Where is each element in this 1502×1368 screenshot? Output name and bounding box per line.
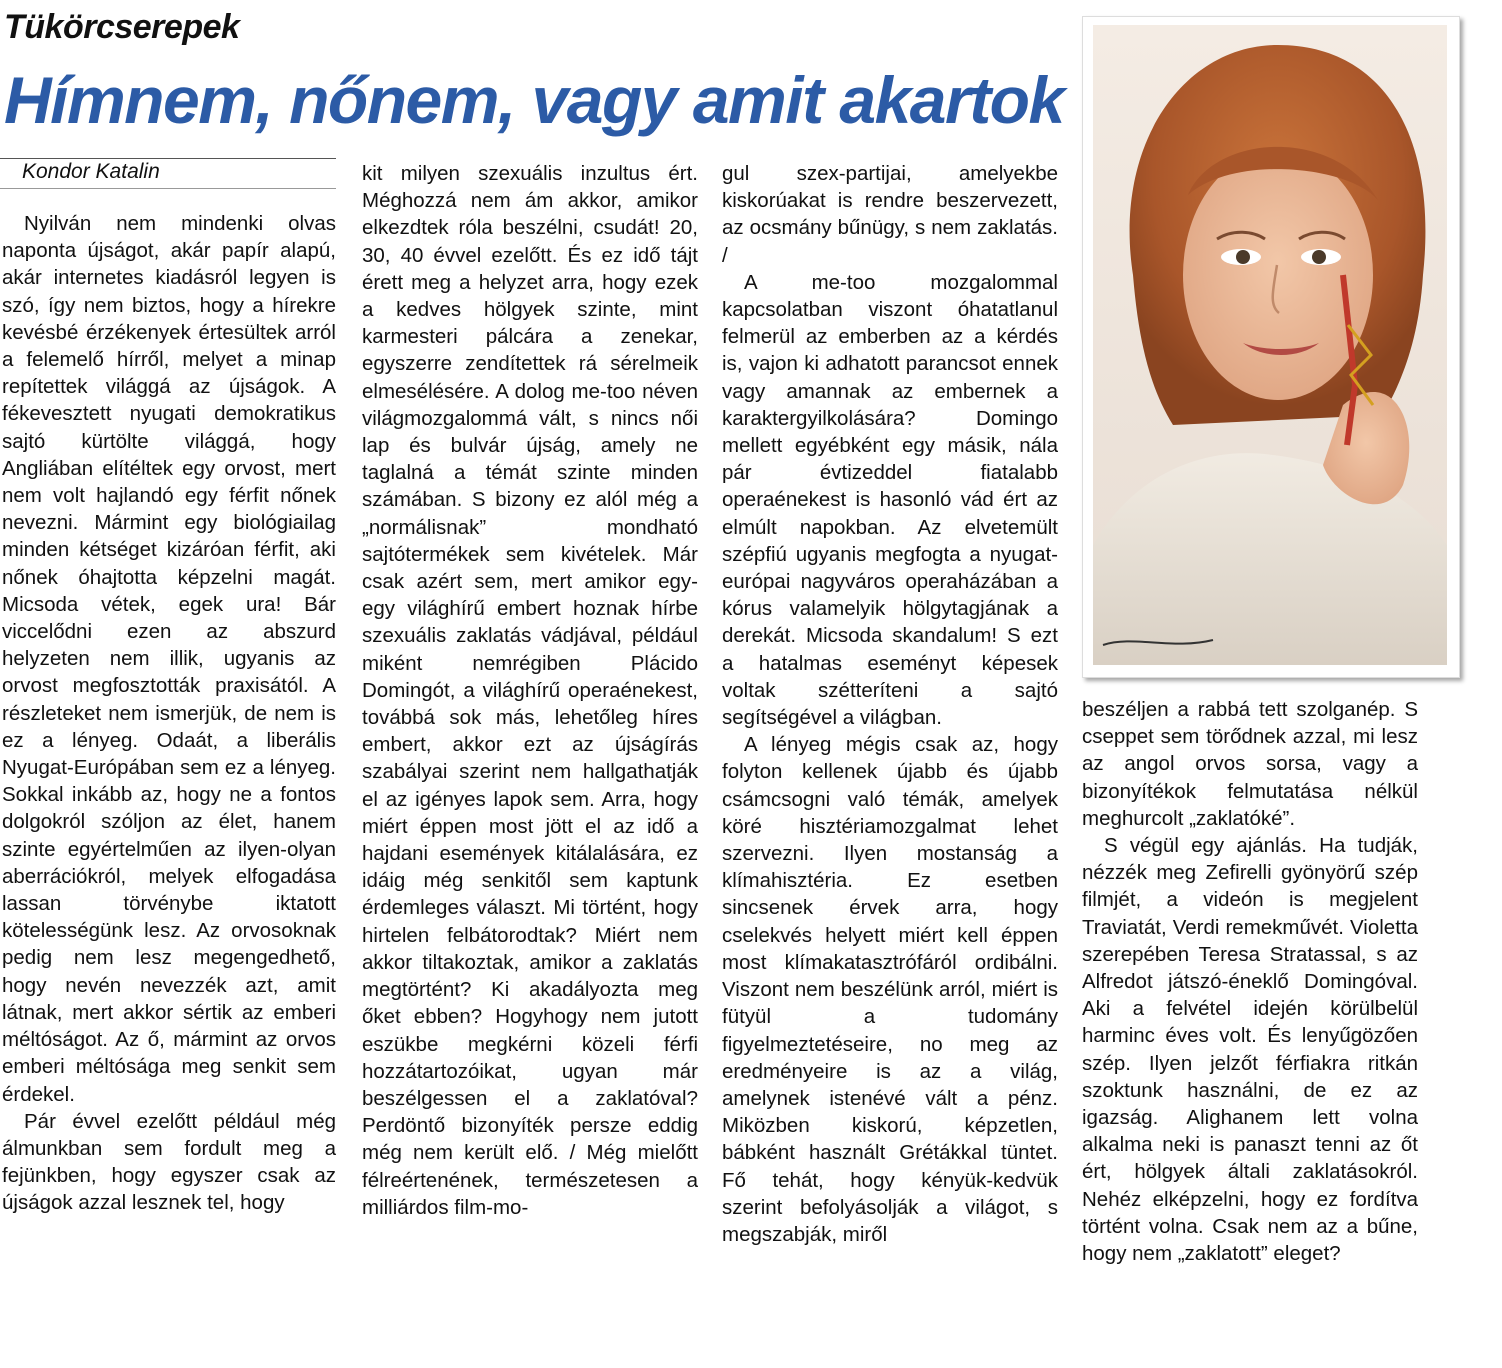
article-column-2 (362, 160, 698, 1221)
paragraph: S végül egy ajánlás. Ha tudják, nézzék meg Zefirelli gyönyörű szép filmjét, a videón is megjelent Traviatát, Verdi remekművét. Violetta szerepében Teresa Stratassal, s az Alfredot játszó-éneklő Domingóval. Aki a felvétel idején körülbelül harminc éves volt. És lenyűgözően szép. Ilyen jelzőt férfiakra ritkán szoktunk használni, de ez az igazság. Alighanem lett volna alkalma neki is panaszt tenni az őt ért, hölgyek általi zaklatásokról. Nehéz elképzelni, hogy ez fordítva történt volna. Csak nem az a bűne, hogy nem „zaklatott” eleget? (1082, 834, 1418, 1266)
paragraph: beszéljen a rabbá tett szolganép. S cseppet sem törődnek azzal, mi lesz az angol orvos sorsa, vagy a bizonyítékok felmutatása nélkül meghurcolt „zaklatóké”. (1082, 698, 1418, 830)
article-title: Hímnem, nőnem, vagy amit akartok (4, 63, 1064, 137)
byline-rule-bottom (0, 188, 336, 189)
paragraph: A me-too mozgalommal kapcsolatban viszont óhatatlanul felmerül az emberben az a kérdés is, vajon ki adhatott parancsot ennek vagy amannak az embernek a karaktergyilkolására? Domingo mellett egyébként egy másik, nála pár évtizeddel fiatalabb operaénekest is hasonló vád ért az elmúlt napokban. Az elvetemült szépfiú ugyanis megfogta a nyugat-európai nagyváros operaházában a kórus valamelyik hölgytagjának a derekát. Micsoda skandalum! S ezt a hatalmas eseményt képesek voltak szétteríteni a sajtó segítségével a világban. (722, 270, 1058, 730)
article-column-3 (722, 160, 1058, 1248)
paragraph: Pár évvel ezelőtt például még álmunkban sem fordult meg a fejünkben, hogy egyszer csak az újságok azzal lesznek tel, hogy (2, 1109, 336, 1215)
photo-frame (1082, 16, 1460, 678)
paragraph: Nyilván nem mindenki olvas naponta újságot, akár papír alapú, akár internetes kiadásról legyen is szó, így nem biztos, hogy a hírekre kevésbé érzékenyek értesültek arról a felemelő hírről, melyet a minap repítettek világgá az újságok. A fékevesztett nyugati demokratikus sajtó kürtölte világgá, hogy Angliában elítéltek egy orvost, mert nem volt hajlandó egy férfit nőnek nevezni. Mármint egy biológiailag minden kétséget kizáróan férfit, aki nőnek óhajtotta képzelni magát. Micsoda vétek, egek ura! Bár viccelődni ezen az abszurd helyzeten nem illik, ugyanis az orvost megfosztották praxisától. A részleteket nem ismerjük, de nem is ez a lényeg. Odaát, a liberális Nyugat-Európában sem ez a lényeg. Sokkal inkább az, hogy ne a fontos dolgokról szóljon az élet, hanem szinte egyértelműen az ilyen-olyan aberrációkról, melyek elfogadása lassan törvénybe iktatott kötelességünk lesz. Az orvosoknak pedig nem lesz megengedhető, hogy nevén nevezzék azt, amit látnak, mert akkor sértik az emberi méltóságot. Az ő, mármint az orvos emberi méltósága meg senkit sem érdekel. (2, 212, 336, 1106)
article-column-4 (1082, 696, 1418, 1267)
paragraph: A lényeg mégis csak az, hogy folyton kellenek újabb és újabb csámcsogni való témák, amelyek köré hisztériamozgalmat lehet szervezni. Ilyen mostanság a klímahisztéria. Ez esetben sincsenek érvek arra, hogy cselekvés helyett miért kell éppen most klímakatasztrófáról ordibálni. Viszont nem beszélünk arról, miért is fütyül a tudomány figyelmeztetéseire, no meg az eredményeire is az a világ, amelynek istenévé vált a pénz. Miközben kiskorú, képzetlen, bábként használt Grétákkal tüntet. Fő tehát, hogy kényük-kedvük szerint befolyásolják a világot, s megszabják, miről (722, 733, 1058, 1246)
section-kicker: Tükörcserepek (4, 8, 240, 46)
paragraph: kit milyen szexuális inzultus ért. Méghozzá nem ám akkor, amikor elkezdtek róla beszélni, csudát! 20, 30, 40 évvel ezelőtt. És ez idő tájt érett meg a helyzet arra, hogy ezek a kedves hölgyek szinte, mint karmesteri pálcára a zenekar, egyszerre zendítettek rá sérelmeik elmesélésére. A dolog me-too néven világmozgalommá vált, s nincs női lap és bulvár újság, amely ne taglalná a témát szinte minden számában. S bizony ez alól még a „normálisnak” mondható sajtótermékek sem kivételek. Már csak azért sem, mert amikor egy-egy világhírű embert hoznak hírbe szexuális zaklatás vádjával, például miként nemrégiben Plácido Domingót, a világhírű operaénekest, továbbá sok más, lehetőleg híres embert, akkor ezt az újságírás szabályai szerint nem hallgathatják el az igényes lapok sem. Arra, hogy miért éppen most jött el az idő a hajdani események kitálalására, ez idáig még senkitől sem kaptunk érdemleges választ. Mi történt, hogy hirtelen felbátorodtak? Miért nem akkor tiltakoztak, amikor a zaklatás megtörtént? Ki akadályozta meg őket ebben? Hogyhogy nem jutott eszükbe megkérni közeli férfi hozzátartozóikat, ugyan már beszélgessen el a zaklatóval? Perdöntő bizonyíték persze eddig még nem került elő. / Még mielőtt félreértenének, természetesen a milliárdos film-mo- (362, 162, 698, 1219)
portrait-photo-icon (1093, 25, 1447, 665)
article-column-1 (2, 210, 336, 1217)
article-byline: Kondor Katalin (22, 160, 160, 183)
byline-rule-top (0, 158, 336, 159)
paragraph: gul szex-partijai, amelyekbe kiskorúakat is rendre beszervezett, az ocsmány bűnügy, s nem zaklatás. / (722, 162, 1058, 267)
